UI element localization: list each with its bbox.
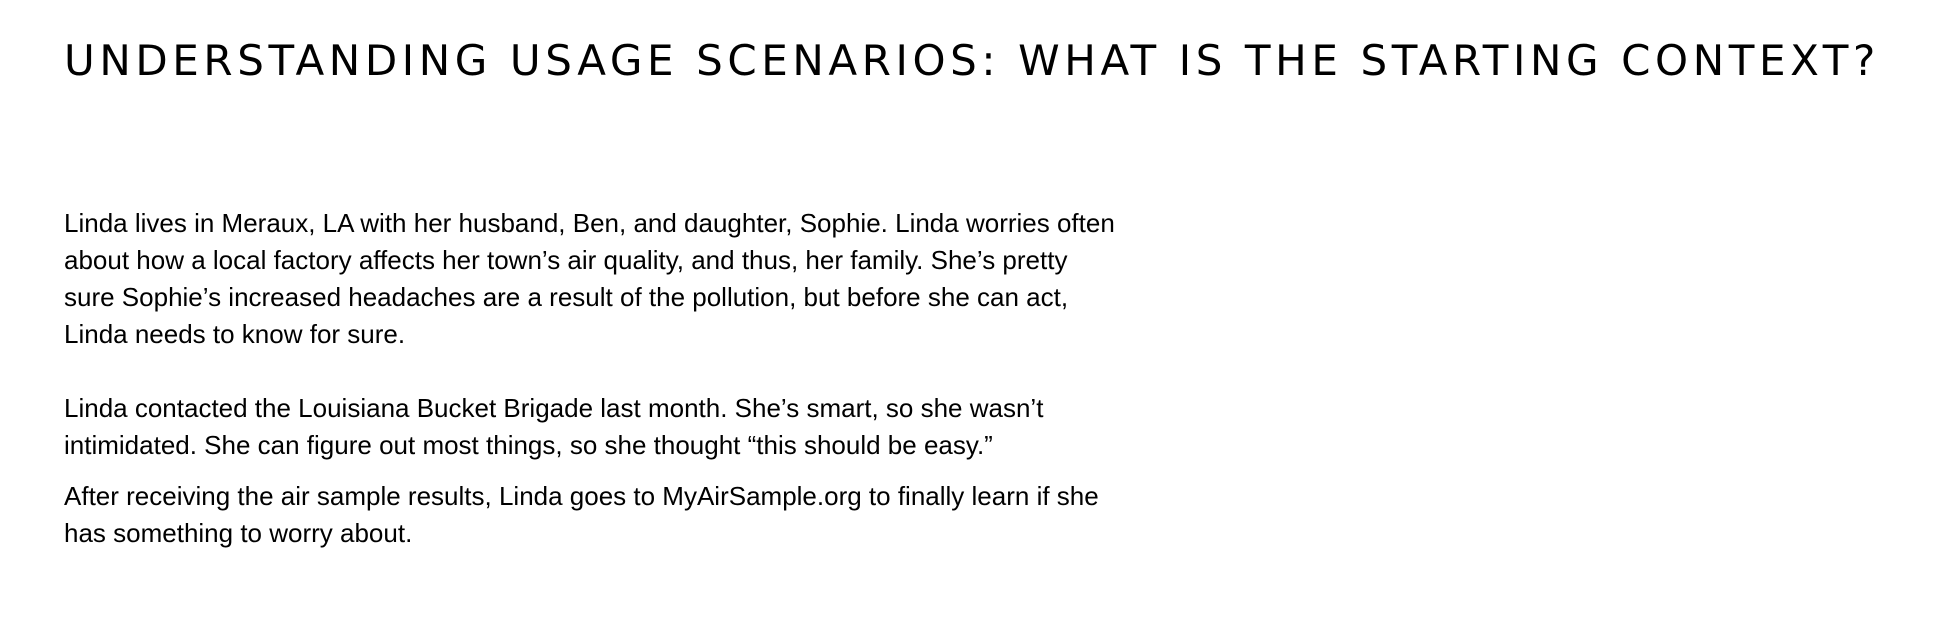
paragraph-line: Linda contacted the Louisiana Bucket Brigade last month. She’s smart, so she wasn’t bbox=[64, 393, 1044, 423]
scenario-paragraph-contact bbox=[64, 390, 1184, 464]
scenario-paragraph-context bbox=[64, 205, 1184, 353]
paragraph-line: has something to worry about. bbox=[64, 518, 413, 548]
paragraph-line: sure Sophie’s increased headaches are a result of the pollution, but before she can act, bbox=[64, 282, 1069, 312]
paragraph-line: about how a local factory affects her town’s air quality, and thus, her family. She’s pretty bbox=[64, 245, 1068, 275]
paragraph-line: After receiving the air sample results, Linda goes to MyAirSample.org to finally learn if she bbox=[64, 481, 1099, 511]
paragraph-line: Linda needs to know for sure. bbox=[64, 319, 406, 349]
paragraph-line: intimidated. She can figure out most things, so she thought “this should be easy.” bbox=[64, 430, 993, 460]
slide-body bbox=[64, 205, 1184, 552]
slide-title: UNDERSTANDING USAGE SCENARIOS: WHAT IS THE STARTING CONTEXT? bbox=[64, 36, 1880, 85]
scenario-paragraph-goal bbox=[64, 478, 1184, 552]
paragraph-line: Linda lives in Meraux, LA with her husband, Ben, and daughter, Sophie. Linda worries often bbox=[64, 208, 1115, 238]
